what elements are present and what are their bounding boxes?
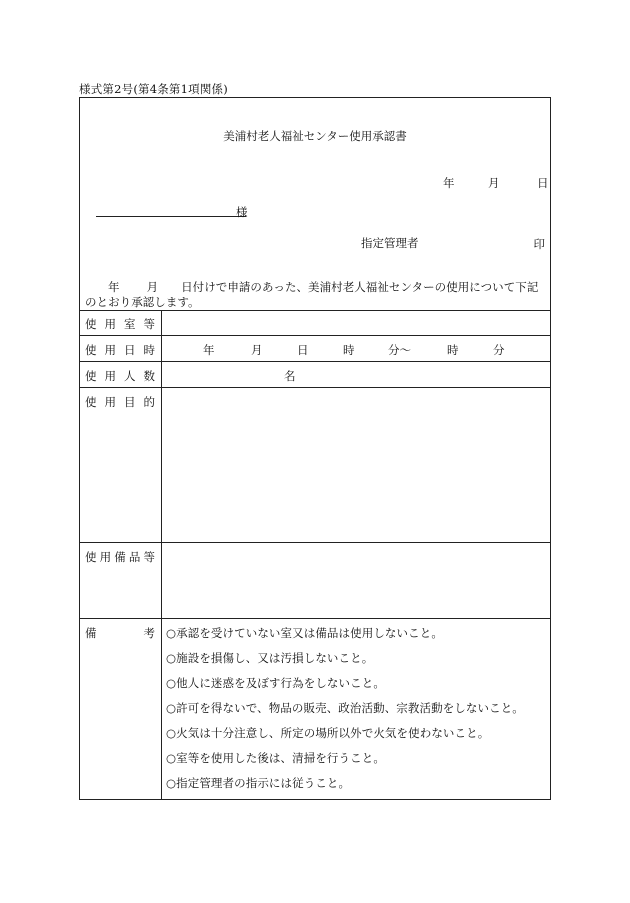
form-number-label: 様式第2号(第4条第1項関係) (79, 82, 228, 96)
datetime-day: 日 (297, 343, 309, 357)
date-day-label: 日 (537, 176, 549, 190)
date-month-label: 月 (488, 176, 500, 190)
date-year-label: 年 (443, 176, 455, 190)
people-label: 使用人数 (85, 369, 155, 383)
remark-note: ○火気は十分注意し、所定の場所以外で火気を使わないこと。 (166, 726, 490, 740)
divider-line (80, 361, 550, 362)
datetime-end-hour: 時 (447, 343, 459, 357)
document-title: 美浦村老人福祉センター使用承認書 (223, 129, 407, 143)
divider-line (80, 310, 550, 311)
divider-line (80, 335, 550, 336)
datetime-start-minute: 分〜 (388, 343, 411, 357)
statement-text: 日付けで申請のあった、美浦村老人福祉センターの使用について下記のとおり承認します。 (85, 280, 539, 309)
remark-note: ○施設を損傷し、又は汚損しないこと。 (166, 651, 374, 665)
divider-line (80, 542, 550, 543)
people-unit: 名 (284, 369, 296, 383)
divider-line (80, 618, 550, 619)
purpose-label: 使用目的 (85, 395, 155, 409)
remark-note: ○他人に迷惑を及ぼす行為をしないこと。 (166, 676, 385, 690)
approval-form (79, 97, 551, 800)
statement-month: 月 (146, 280, 159, 294)
datetime-end-minute: 分 (493, 343, 505, 357)
column-divider (161, 310, 162, 800)
datetime-label: 使用日時 (85, 343, 155, 357)
remarks-label: 備考 (85, 626, 155, 640)
equipment-label: 使用備品等 (85, 550, 155, 564)
divider-line (80, 387, 550, 388)
remark-note: ○許可を得ないで、物品の販売、政治活動、宗教活動をしないこと。 (166, 701, 524, 715)
remark-note: ○指定管理者の指示には従うこと。 (166, 776, 351, 790)
seal-mark: 印 (533, 237, 545, 251)
approval-statement (85, 280, 547, 310)
addressee-underline (96, 216, 246, 217)
statement-year: 年 (108, 280, 120, 294)
remark-note: ○承認を受けていない室又は備品は使用しないこと。 (166, 626, 443, 640)
remark-note: ○室等を使用した後は、清掃を行うこと。 (166, 751, 385, 765)
datetime-start-hour: 時 (343, 343, 355, 357)
datetime-month: 月 (251, 343, 263, 357)
addressee-honorific: 様 (236, 205, 248, 219)
room-label: 使用室等 (85, 317, 155, 331)
manager-label: 指定管理者 (361, 236, 419, 250)
datetime-year: 年 (203, 343, 215, 357)
